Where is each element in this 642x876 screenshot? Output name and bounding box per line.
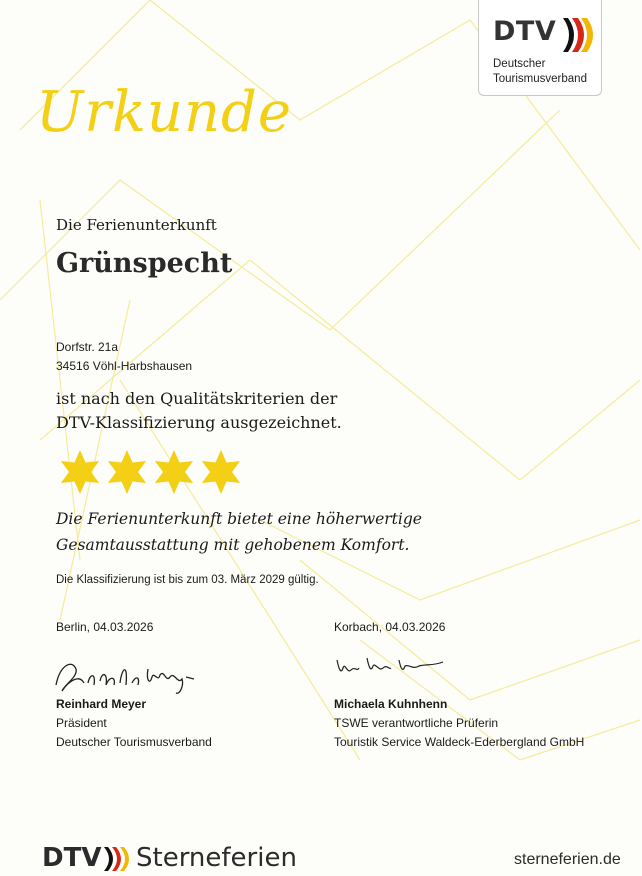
signatory-role-right: TSWE verantwortliche Prüferin bbox=[334, 716, 499, 730]
accommodation-name: Grünspecht bbox=[56, 248, 233, 279]
dtv-logo bbox=[478, 0, 602, 96]
criteria-line-2: DTV-Klassifizierung ausgezeichnet. bbox=[56, 413, 342, 432]
certificate-subtitle: Die Ferienunterkunft bbox=[56, 216, 217, 234]
footer-chevron-icon bbox=[103, 845, 133, 873]
place-date-left: Berlin, 04.03.2026 bbox=[56, 620, 154, 634]
description-line-1: Die Ferienunterkunft bietet eine höherwertige bbox=[56, 510, 422, 528]
place-date-right: Korbach, 04.03.2026 bbox=[334, 620, 446, 634]
footer-dtv-logo: DTV bbox=[42, 843, 102, 873]
signatory-role-left: Präsident bbox=[56, 716, 107, 730]
logo-abbreviation: DTV bbox=[493, 16, 557, 47]
criteria-line-1: ist nach den Qualitätskriterien der bbox=[56, 389, 338, 408]
star-icon bbox=[61, 450, 99, 494]
footer-url: sterneferien.de bbox=[514, 851, 621, 868]
validity-note: Die Klassifizierung ist bis zum 03. März 2029 gültig. bbox=[56, 574, 319, 586]
address-street: Dorfstr. 21a bbox=[56, 340, 119, 354]
logo-line-2: Tourismusverband bbox=[493, 73, 587, 85]
logo-line-1: Deutscher bbox=[493, 58, 546, 70]
signatory-org-right: Touristik Service Waldeck-Ederbergland GmbH bbox=[334, 735, 585, 749]
star-icon bbox=[155, 450, 193, 494]
signatory-name-right: Michaela Kuhnhenn bbox=[334, 697, 448, 711]
certificate-title: Urkunde bbox=[36, 80, 293, 145]
signatory-org-left: Deutscher Tourismusverband bbox=[56, 735, 212, 749]
address-city: 34516 Vöhl-Harbshausen bbox=[56, 359, 193, 373]
signatory-name-left: Reinhard Meyer bbox=[56, 697, 147, 711]
chevron-logo-icon bbox=[561, 14, 597, 56]
star-rating bbox=[56, 448, 256, 496]
star-icon bbox=[202, 450, 240, 494]
signature-right bbox=[333, 650, 453, 684]
signature-left bbox=[50, 655, 200, 697]
star-icon bbox=[108, 450, 146, 494]
description-line-2: Gesamtausstattung mit gehobenem Komfort. bbox=[56, 536, 410, 554]
footer-brand: Sterneferien bbox=[136, 843, 297, 873]
